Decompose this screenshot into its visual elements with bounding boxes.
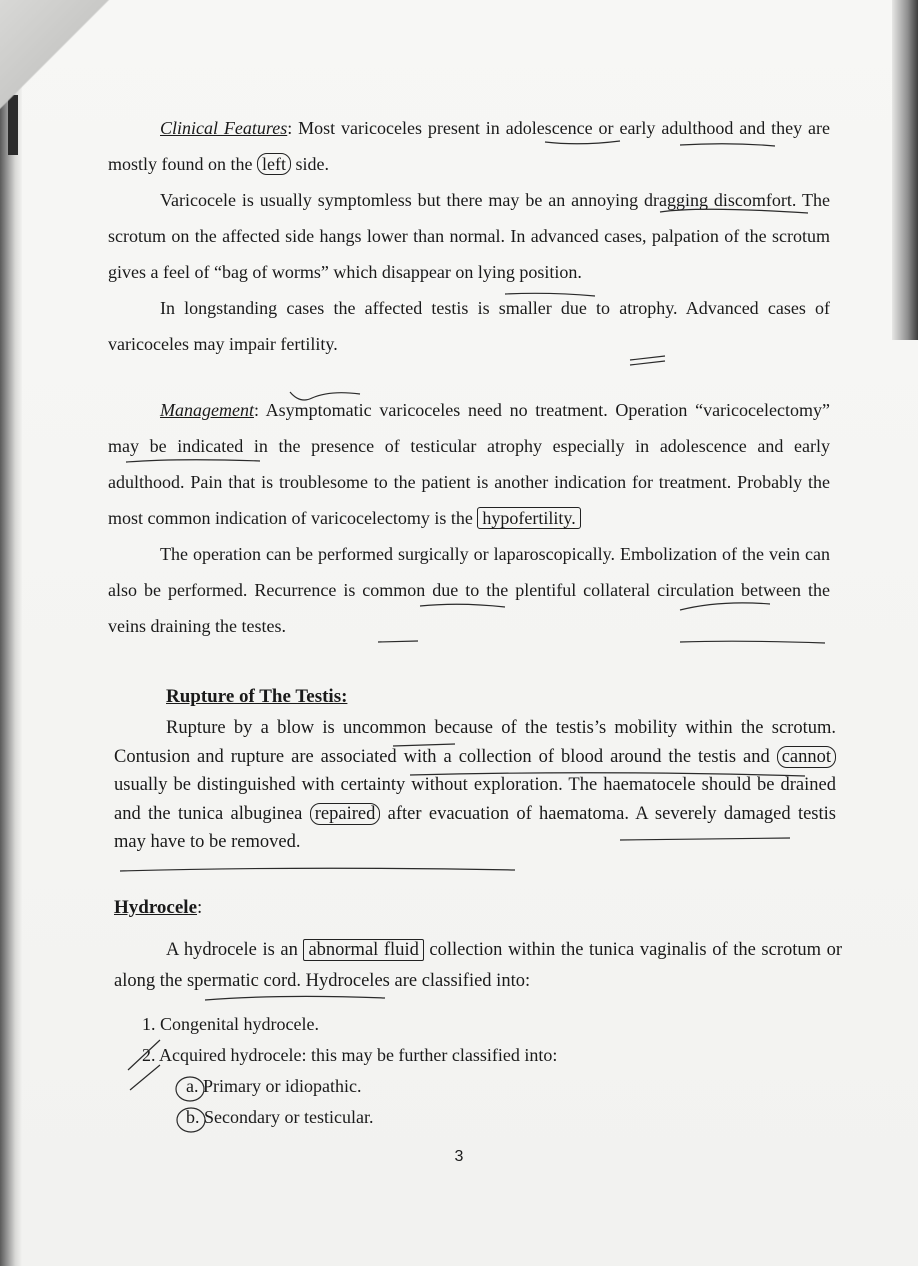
boxed-word-hypofertility: hypofertility.: [477, 507, 580, 529]
rupture-paragraph: Rupture by a blow is uncommon because of the testis’s mobility within the scrotum. Contusion and rupture are associated with a collection of blood around the testis and cannot usually be distinguished with certainty without exploration. The haematocele should be drained and the tunica albuginea repaired after evacuation of haematoma. A severely damaged testis may have to be removed.: [114, 718, 836, 852]
folded-corner: [0, 0, 110, 110]
list-item: 2. Acquired hydrocele: this may be further classified into:: [142, 1045, 558, 1065]
hydrocele-classification-list: [114, 1009, 842, 1133]
clinical-features-label: Clinical Features: [160, 118, 288, 138]
boxed-phrase-abnormal-fluid: abnormal fluid: [303, 939, 423, 961]
clinical-paragraph-2: Varicocele is usually symptomless but there may be an annoying dragging discomfort. The scrotum on the affected side hangs lower than normal. In advanced cases, palpation of the scrotum gives a feel of “bag of worms” which disappear on lying position.: [108, 190, 830, 282]
circled-word-repaired: repaired: [310, 803, 381, 825]
clinical-paragraph-1: Clinical Features: Most varicoceles present in adolescence or early adulthood and they are mostly found on the left side.: [108, 118, 830, 174]
rupture-heading: Rupture of The Testis:: [166, 686, 348, 707]
management-paragraph-2: The operation can be performed surgically or laparoscopically. Embolization of the vein can also be performed. Recurrence is common due to the plentiful collateral circulation between the veins draining the testes.: [108, 544, 830, 636]
hydrocele-section: [114, 893, 842, 1133]
hydrocele-heading: Hydrocele:: [114, 897, 203, 918]
circled-word-cannot: cannot: [777, 746, 836, 768]
circled-word-left: left: [257, 153, 291, 175]
management-section: [108, 392, 830, 644]
hydrocele-paragraph: A hydrocele is an abnormal fluid collection within the tunica vaginalis of the scrotum or along the spermatic cord. Hydroceles are classified into:: [114, 940, 842, 991]
list-item: a. Primary or idiopathic.: [186, 1076, 362, 1096]
underline-stroke: [120, 868, 515, 871]
page-number: 3: [454, 1148, 464, 1165]
management-label: Management: [160, 400, 254, 420]
scan-shadow-left: [0, 0, 22, 1266]
management-paragraph-1: Management: Asymptomatic varicoceles need no treatment. Operation “varicocelectomy” may be indicated in the presence of testicular atrophy especially in adolescence and early adulthood. Pain that is troublesome to the patient is another indication for treatment. Probably the most common indication of varicocelectomy is the hypofertility.: [108, 400, 830, 528]
list-item: b. Secondary or testicular.: [186, 1107, 374, 1127]
list-item: 1. Congenital hydrocele.: [142, 1014, 319, 1034]
clinical-features-section: [108, 110, 830, 362]
clinical-paragraph-3: In longstanding cases the affected testis is smaller due to atrophy. Advanced cases of varicoceles may impair fertility.: [108, 298, 830, 354]
rupture-section: [114, 680, 836, 857]
scan-shadow-right: [892, 0, 918, 340]
